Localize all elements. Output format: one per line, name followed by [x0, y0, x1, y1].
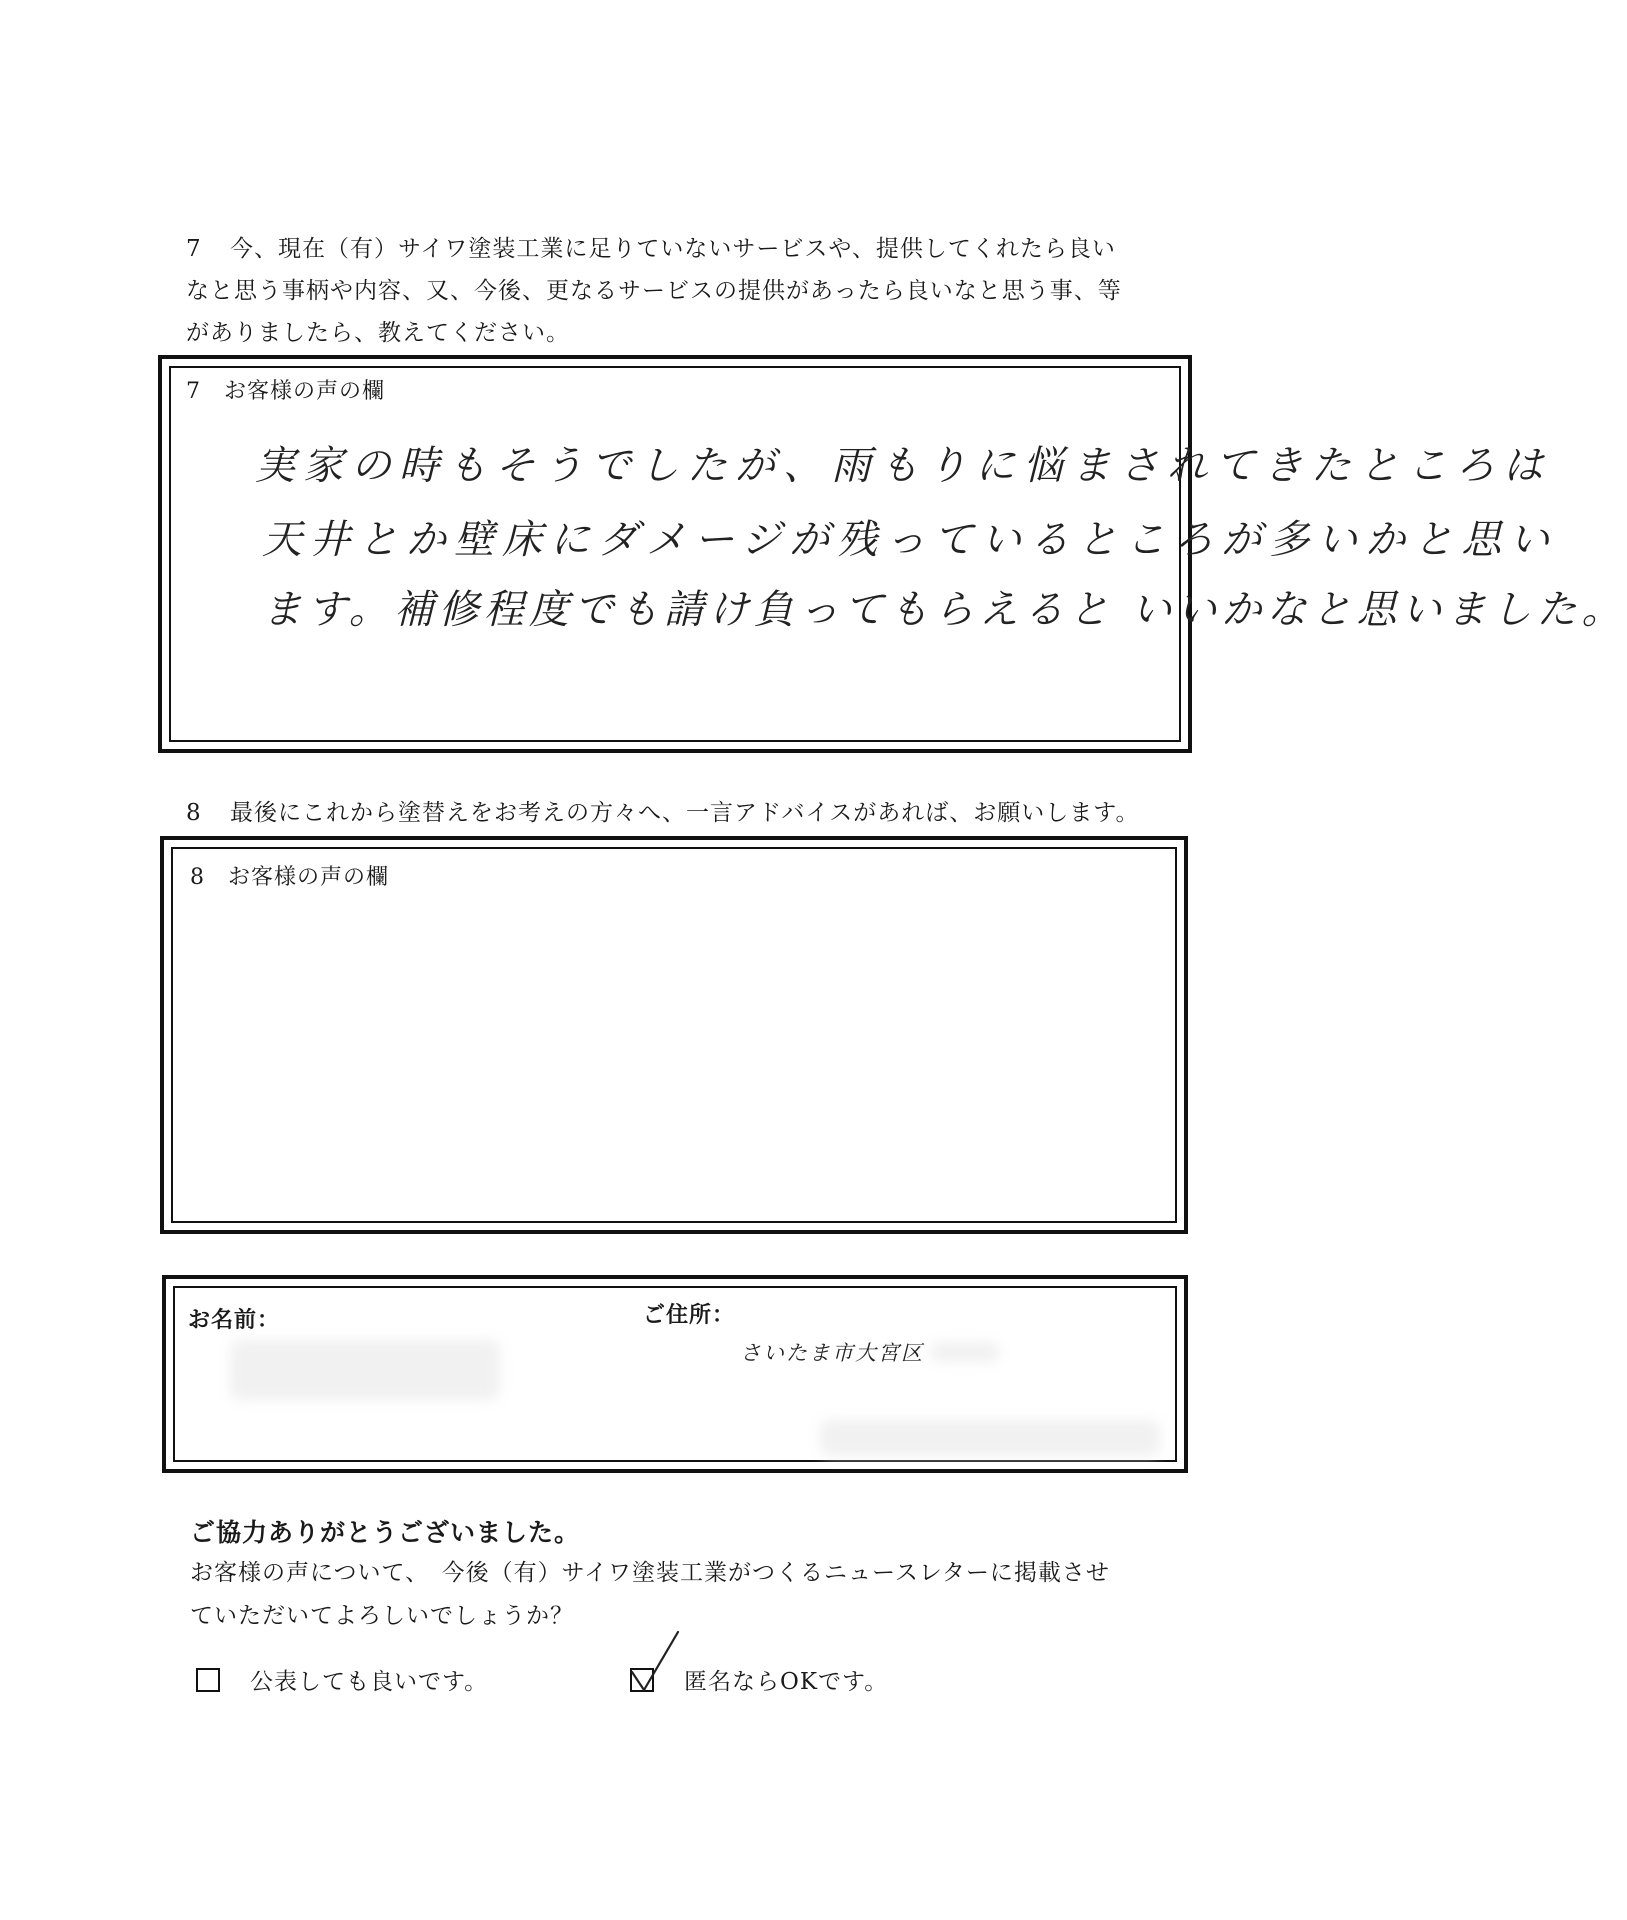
- thanks-heading: ご協力ありがとうございました。: [190, 1518, 581, 1547]
- option-anonymous-label: 匿名ならOKです。: [684, 1669, 889, 1695]
- address-label: ご住所：: [643, 1302, 736, 1328]
- address-redaction: [930, 1342, 1000, 1362]
- question-7-line-1: 7 今、現在（有）サイワ塗装工業に足りていないサービスや、提供してくれたら良い: [186, 228, 1156, 270]
- address-redaction-lower: [820, 1420, 1160, 1456]
- consent-question: [190, 1552, 1190, 1638]
- handwritten-line-1: 実家の時もそうでしたが、雨もりに悩まされてきたところは: [255, 443, 1551, 489]
- name-redaction: [230, 1340, 500, 1400]
- handwritten-line-3: ます。補修程度でも請け負ってもらえると いいかなと思いました。: [262, 587, 1627, 633]
- answer-box-8-label: 8 お客様の声の欄: [190, 865, 389, 890]
- consent-line-1: お客様の声について、 今後（有）サイワ塗装工業がつくるニュースレターに掲載させ: [190, 1560, 1110, 1586]
- answer-box-8: [160, 836, 1188, 1234]
- check-mark-icon: [628, 1628, 698, 1698]
- question-8: [186, 792, 1156, 834]
- consent-line-2: ていただいてよろしいでしょうか？: [190, 1603, 574, 1629]
- option-public[interactable]: [196, 1663, 488, 1696]
- question-7-line-2: なと思う事柄や内容、又、今後、更なるサービスの提供があったら良いなと思う事、等: [186, 278, 1122, 304]
- name-label: お名前：: [188, 1307, 281, 1333]
- handwritten-line-2: 天井とか壁床にダメージが残っているところが多いかと思い: [262, 517, 1558, 563]
- question-7-number: 7: [186, 236, 202, 262]
- address-value: さいたま市大宮区: [740, 1341, 924, 1365]
- answer-box-7-label: 7 お客様の声の欄: [186, 379, 385, 404]
- question-8-number: 8: [186, 800, 202, 826]
- question-8-text: 最後にこれから塗替えをお考えの方々へ、一言アドバイスがあれば、お願いします。: [230, 800, 1140, 826]
- question-7: [186, 228, 1156, 354]
- question-7-line-3: がありましたら、教えてください。: [186, 320, 570, 346]
- option-public-checkbox[interactable]: [196, 1668, 220, 1692]
- option-anonymous-checkbox[interactable]: [630, 1668, 654, 1692]
- option-anonymous[interactable]: [630, 1663, 888, 1696]
- answer-box-8-inner-border: [171, 847, 1177, 1223]
- option-public-label: 公表しても良いです。: [250, 1669, 489, 1695]
